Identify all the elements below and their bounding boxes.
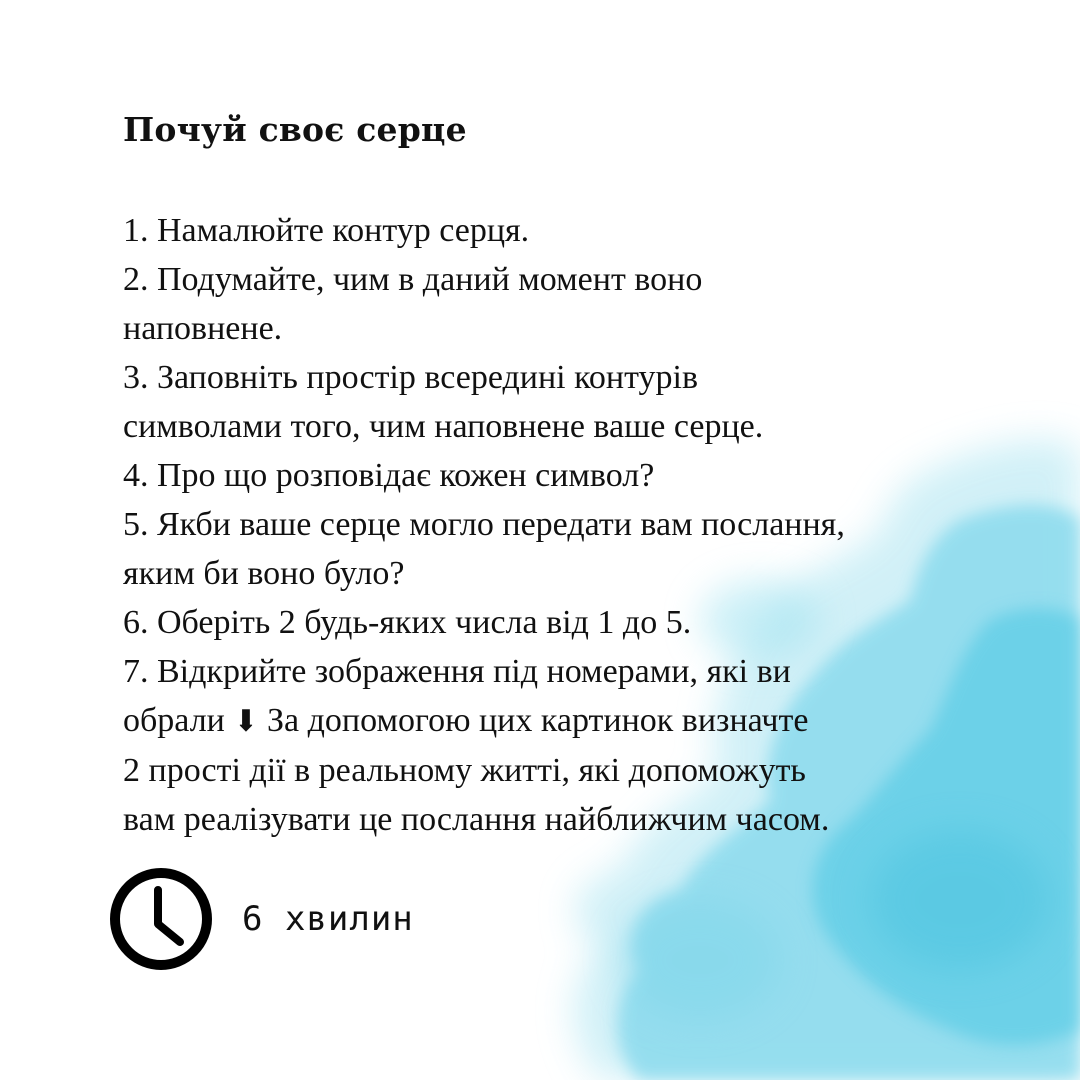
step-1: 1. Намалюйте контур серця. <box>123 212 530 249</box>
step-5: 5. Якби ваше серце могло передати вам послання, яким би воно було? <box>123 506 845 592</box>
page-title: Почуй своє серце <box>123 110 467 149</box>
step-7: 7. Відкрийте зображення під номерами, які ви обрали ⬇ За допомогою цих картинок визначте 2 прості дії в реальному житті, які допоможуть вам реалізувати це послання найближчим часом. <box>123 653 830 838</box>
content <box>123 108 1023 844</box>
step-3: 3. Заповніть простір всередині контурів символами того, чим наповнене ваше серце. <box>123 359 764 445</box>
clock-icon <box>108 866 214 972</box>
step-6: 6. Оберіть 2 будь-яких числа від 1 до 5. <box>123 604 692 641</box>
step-4: 4. Про що розповідає кожен символ? <box>123 457 655 494</box>
arrow-down-icon: ⬇ <box>233 705 259 738</box>
steps-list <box>123 206 1023 844</box>
timer <box>108 866 414 972</box>
step-2: 2. Подумайте, чим в даний момент воно наповнене. <box>123 261 703 347</box>
duration-label: 6 хвилин <box>242 899 414 939</box>
